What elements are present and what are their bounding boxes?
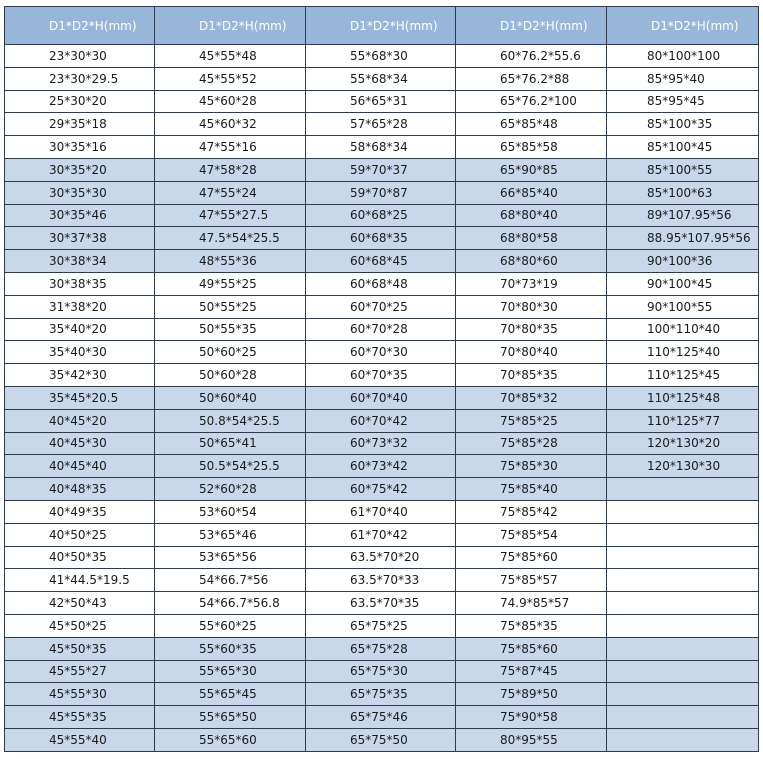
- table-cell: 85*100*63: [607, 181, 759, 204]
- table-cell: 30*37*38: [5, 227, 155, 250]
- table-row: [5, 478, 759, 501]
- table-row: [5, 67, 759, 90]
- table-row: [5, 45, 759, 68]
- table-cell: 60*68*25: [306, 204, 456, 227]
- table-cell: 55*60*35: [155, 637, 306, 660]
- table-cell: 50*60*28: [155, 364, 306, 387]
- table-cell: 50*55*25: [155, 295, 306, 318]
- table-row: [5, 295, 759, 318]
- table-cell: 54*66.7*56.8: [155, 592, 306, 615]
- table-cell: 30*35*30: [5, 181, 155, 204]
- table-cell: 74.9*85*57: [456, 592, 607, 615]
- table-cell: 47*58*28: [155, 158, 306, 181]
- table-cell: 85*100*45: [607, 136, 759, 159]
- table-row: [5, 204, 759, 227]
- table-cell: 35*40*30: [5, 341, 155, 364]
- table-body: [5, 45, 759, 752]
- table-cell: 35*45*20.5: [5, 386, 155, 409]
- table-cell: 53*65*46: [155, 523, 306, 546]
- table-row: [5, 523, 759, 546]
- table-cell: 47*55*24: [155, 181, 306, 204]
- table-row: [5, 637, 759, 660]
- table-row: [5, 660, 759, 683]
- table-cell: 47*55*27.5: [155, 204, 306, 227]
- table-cell: 85*95*40: [607, 67, 759, 90]
- column-header: D1*D2*H(mm): [5, 7, 155, 45]
- table-cell: 90*100*55: [607, 295, 759, 318]
- table-cell: 59*70*37: [306, 158, 456, 181]
- table-cell: 40*48*35: [5, 478, 155, 501]
- table-row: [5, 500, 759, 523]
- table-row: [5, 728, 759, 751]
- table-row: [5, 113, 759, 136]
- table-cell: 45*55*48: [155, 45, 306, 68]
- table-cell: 90*100*45: [607, 272, 759, 295]
- table-cell: 110*125*45: [607, 364, 759, 387]
- table-cell: 61*70*42: [306, 523, 456, 546]
- table-cell: 45*60*32: [155, 113, 306, 136]
- table-cell: 50.8*54*25.5: [155, 409, 306, 432]
- table-cell: 65*85*58: [456, 136, 607, 159]
- table-row: [5, 432, 759, 455]
- table-cell: 40*45*20: [5, 409, 155, 432]
- table-cell: [607, 660, 759, 683]
- table-cell: 50*55*35: [155, 318, 306, 341]
- table-cell: 45*55*40: [5, 728, 155, 751]
- table-cell: 75*87*45: [456, 660, 607, 683]
- table-cell: 70*73*19: [456, 272, 607, 295]
- table-cell: 40*45*40: [5, 455, 155, 478]
- table-cell: 45*55*27: [5, 660, 155, 683]
- table-cell: 70*85*32: [456, 386, 607, 409]
- table-cell: 45*50*25: [5, 614, 155, 637]
- table-cell: 66*85*40: [456, 181, 607, 204]
- table-cell: [607, 569, 759, 592]
- table-cell: 85*100*55: [607, 158, 759, 181]
- table-row: [5, 592, 759, 615]
- table-cell: 60*76.2*55.6: [456, 45, 607, 68]
- header-row: [5, 7, 759, 45]
- table-row: [5, 158, 759, 181]
- table-cell: 63.5*70*33: [306, 569, 456, 592]
- table-cell: 63.5*70*20: [306, 546, 456, 569]
- table-cell: [607, 637, 759, 660]
- table-cell: 59*70*87: [306, 181, 456, 204]
- table-cell: 68*80*60: [456, 250, 607, 273]
- table-cell: 30*38*34: [5, 250, 155, 273]
- table-cell: 50*65*41: [155, 432, 306, 455]
- table-cell: 75*90*58: [456, 706, 607, 729]
- table-cell: [607, 523, 759, 546]
- table-cell: 60*70*28: [306, 318, 456, 341]
- table-cell: 30*35*46: [5, 204, 155, 227]
- table-cell: 85*95*45: [607, 90, 759, 113]
- table-cell: 60*73*32: [306, 432, 456, 455]
- table-cell: 89*107.95*56: [607, 204, 759, 227]
- table-cell: 60*68*45: [306, 250, 456, 273]
- size-table: [4, 6, 759, 752]
- table-cell: 40*45*30: [5, 432, 155, 455]
- table-cell: 61*70*40: [306, 500, 456, 523]
- table-cell: 70*80*40: [456, 341, 607, 364]
- table-row: [5, 546, 759, 569]
- table-row: [5, 136, 759, 159]
- table-cell: 55*65*30: [155, 660, 306, 683]
- table-cell: 30*38*35: [5, 272, 155, 295]
- table-cell: 50.5*54*25.5: [155, 455, 306, 478]
- table-cell: [607, 614, 759, 637]
- table-cell: 65*75*35: [306, 683, 456, 706]
- table-cell: [607, 728, 759, 751]
- table-row: [5, 614, 759, 637]
- table-cell: 68*80*40: [456, 204, 607, 227]
- table-cell: [607, 478, 759, 501]
- table-cell: 120*130*30: [607, 455, 759, 478]
- table-cell: 70*85*35: [456, 364, 607, 387]
- column-header: D1*D2*H(mm): [306, 7, 456, 45]
- table-cell: 45*60*28: [155, 90, 306, 113]
- table-cell: 75*85*28: [456, 432, 607, 455]
- table-cell: 75*85*40: [456, 478, 607, 501]
- table-cell: 60*70*35: [306, 364, 456, 387]
- table-cell: 57*65*28: [306, 113, 456, 136]
- column-header: D1*D2*H(mm): [155, 7, 306, 45]
- table-cell: 23*30*29.5: [5, 67, 155, 90]
- table-cell: 80*100*100: [607, 45, 759, 68]
- table-cell: 85*100*35: [607, 113, 759, 136]
- table-cell: 49*55*25: [155, 272, 306, 295]
- table-cell: 100*110*40: [607, 318, 759, 341]
- table-row: [5, 364, 759, 387]
- table-cell: 56*65*31: [306, 90, 456, 113]
- table-cell: 55*68*34: [306, 67, 456, 90]
- table-row: [5, 455, 759, 478]
- table-cell: [607, 500, 759, 523]
- table-cell: 54*66.7*56: [155, 569, 306, 592]
- table-row: [5, 706, 759, 729]
- table-cell: [607, 706, 759, 729]
- table-cell: 60*68*48: [306, 272, 456, 295]
- table-cell: 45*50*35: [5, 637, 155, 660]
- table-cell: 60*70*42: [306, 409, 456, 432]
- table-cell: 55*65*50: [155, 706, 306, 729]
- table-cell: 70*80*30: [456, 295, 607, 318]
- table-cell: 60*70*30: [306, 341, 456, 364]
- table-cell: 75*89*50: [456, 683, 607, 706]
- table-cell: [607, 592, 759, 615]
- table-cell: 65*75*25: [306, 614, 456, 637]
- table-cell: 50*60*40: [155, 386, 306, 409]
- table-cell: 29*35*18: [5, 113, 155, 136]
- table-cell: 110*125*48: [607, 386, 759, 409]
- table-cell: 60*75*42: [306, 478, 456, 501]
- table-row: [5, 318, 759, 341]
- table-cell: 65*90*85: [456, 158, 607, 181]
- table-cell: 47.5*54*25.5: [155, 227, 306, 250]
- table-cell: 65*75*46: [306, 706, 456, 729]
- table-cell: 65*75*50: [306, 728, 456, 751]
- table-cell: 65*75*30: [306, 660, 456, 683]
- table-cell: 90*100*36: [607, 250, 759, 273]
- table-cell: 50*60*25: [155, 341, 306, 364]
- table-cell: 42*50*43: [5, 592, 155, 615]
- table-cell: 88.95*107.95*56: [607, 227, 759, 250]
- table-cell: 75*85*35: [456, 614, 607, 637]
- table-cell: 63.5*70*35: [306, 592, 456, 615]
- table-cell: 60*70*40: [306, 386, 456, 409]
- table-cell: 47*55*16: [155, 136, 306, 159]
- table-cell: 80*95*55: [456, 728, 607, 751]
- table-cell: 60*68*35: [306, 227, 456, 250]
- table-cell: 55*65*60: [155, 728, 306, 751]
- table-cell: 53*60*54: [155, 500, 306, 523]
- table-row: [5, 181, 759, 204]
- table-cell: 110*125*40: [607, 341, 759, 364]
- table-cell: 40*49*35: [5, 500, 155, 523]
- size-table-container: [4, 6, 758, 752]
- table-cell: [607, 546, 759, 569]
- table-cell: 25*30*20: [5, 90, 155, 113]
- table-cell: 35*42*30: [5, 364, 155, 387]
- table-row: [5, 409, 759, 432]
- table-row: [5, 227, 759, 250]
- table-cell: 30*35*16: [5, 136, 155, 159]
- table-cell: 68*80*58: [456, 227, 607, 250]
- table-cell: 75*85*60: [456, 546, 607, 569]
- table-cell: 53*65*56: [155, 546, 306, 569]
- table-cell: 40*50*35: [5, 546, 155, 569]
- table-cell: 75*85*42: [456, 500, 607, 523]
- column-header: D1*D2*H(mm): [607, 7, 759, 45]
- table-cell: 70*80*35: [456, 318, 607, 341]
- table-cell: 65*76.2*88: [456, 67, 607, 90]
- table-cell: 48*55*36: [155, 250, 306, 273]
- table-row: [5, 272, 759, 295]
- table-cell: 65*76.2*100: [456, 90, 607, 113]
- table-cell: 75*85*57: [456, 569, 607, 592]
- table-cell: 45*55*52: [155, 67, 306, 90]
- table-cell: 120*130*20: [607, 432, 759, 455]
- table-cell: 75*85*30: [456, 455, 607, 478]
- table-cell: 55*68*30: [306, 45, 456, 68]
- table-cell: [607, 683, 759, 706]
- table-cell: 55*65*45: [155, 683, 306, 706]
- table-cell: 45*55*30: [5, 683, 155, 706]
- table-row: [5, 90, 759, 113]
- column-header: D1*D2*H(mm): [456, 7, 607, 45]
- table-cell: 75*85*25: [456, 409, 607, 432]
- table-cell: 75*85*54: [456, 523, 607, 546]
- table-cell: 41*44.5*19.5: [5, 569, 155, 592]
- table-cell: 45*55*35: [5, 706, 155, 729]
- table-row: [5, 250, 759, 273]
- table-cell: 60*70*25: [306, 295, 456, 318]
- table-cell: 60*73*42: [306, 455, 456, 478]
- table-cell: 23*30*30: [5, 45, 155, 68]
- table-cell: 40*50*25: [5, 523, 155, 546]
- table-cell: 65*75*28: [306, 637, 456, 660]
- table-cell: 58*68*34: [306, 136, 456, 159]
- table-cell: 35*40*20: [5, 318, 155, 341]
- table-cell: 75*85*60: [456, 637, 607, 660]
- table-row: [5, 569, 759, 592]
- table-cell: 55*60*25: [155, 614, 306, 637]
- table-cell: 52*60*28: [155, 478, 306, 501]
- table-cell: 65*85*48: [456, 113, 607, 136]
- table-row: [5, 341, 759, 364]
- table-cell: 110*125*77: [607, 409, 759, 432]
- table-row: [5, 683, 759, 706]
- table-cell: 31*38*20: [5, 295, 155, 318]
- table-cell: 30*35*20: [5, 158, 155, 181]
- table-row: [5, 386, 759, 409]
